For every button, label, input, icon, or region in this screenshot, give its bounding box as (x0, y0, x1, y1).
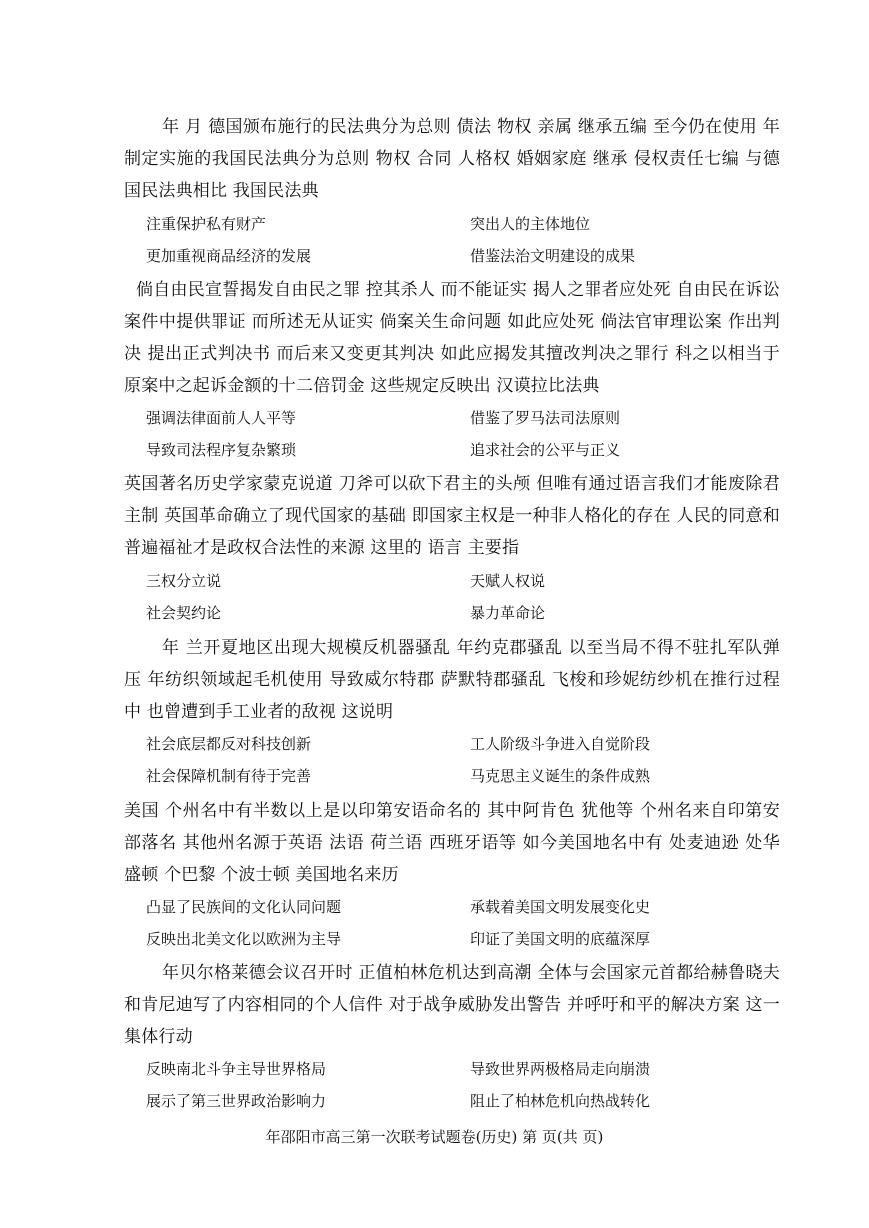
question-5-option-c: 反映出北美文化以欧洲为主导 (146, 930, 342, 948)
question-2-option-b: 借鉴了罗马法司法原则 (470, 409, 621, 427)
question-2-option-d: 追求社会的公平与正义 (470, 441, 621, 459)
question-6-option-c: 展示了第三世界政治影响力 (146, 1092, 327, 1110)
page-footer: 年邵阳市高三第一次联考试题卷(历史) 第 页(共 页) (265, 1128, 604, 1146)
question-2-stem: 倘自由民宣誓揭发自由民之罪 控其杀人 而不能证实 揭人之罪者应处死 自由民在诉讼案件中提供罪证 而所述无从证实 倘案关生命问题 如此应处死 倘法官审理讼案 作出判决 提出正式判决书 而后来又变更其判决 如此应揭发其擅改判决之罪行 科之以相当于原案中之起诉金额的十二倍罚金 这些规定反映出 汉谟拉比法典 (124, 280, 780, 396)
question-1-option-a: 注重保护私有财产 (146, 215, 267, 233)
question-6-option-a: 反映南北斗争主导世界格局 (146, 1060, 327, 1078)
question-3-option-d: 暴力革命论 (470, 604, 546, 622)
question-5-stem: 美国 个州名中有半数以上是以印第安语命名的 其中阿肯色 犹他等 个州名来自印第安部落名 其他州名源于英语 法语 荷兰语 西班牙语等 如今美国地名中有 处麦迪逊 处华盛顿 个巴黎 个波士顿 美国地名来历 (124, 801, 780, 885)
question-3-option-b: 天赋人权说 (470, 572, 546, 590)
question-4-stem: 年 兰开夏地区出现大规模反机器骚乱 年约克郡骚乱 以至当局不得不驻扎军队弹压 年纺织领域起毛机使用 导致威尔特郡 萨默特郡骚乱 飞梭和珍妮纺纱机在推行过程中 也曾遭到手工业者的敌视 这说明 (124, 638, 780, 722)
question-4-option-d: 马克思主义诞生的条件成熟 (470, 767, 651, 785)
question-6-stem: 年贝尔格莱德会议召开时 正值柏林危机达到高潮 全体与会国家元首都给赫鲁晓夫和肯尼迪写了内容相同的个人信件 对于战争威胁发出警告 并呼吁和平的解决方案 这一集体行动 (124, 963, 780, 1047)
question-2-option-c: 导致司法程序复杂繁琐 (146, 441, 297, 459)
question-3-stem: 英国著名历史学家蒙克说道 刀斧可以砍下君主的头颅 但唯有通过语言我们才能废除君主制 英国革命确立了现代国家的基础 即国家主权是一种非人格化的存在 人民的同意和普遍福祉才是政权合法性的来源 这里的 语言 主要指 (124, 474, 780, 558)
question-1-option-c: 更加重视商品经济的发展 (146, 247, 312, 265)
question-4-option-a: 社会底层都反对科技创新 (146, 735, 312, 753)
question-2-option-a: 强调法律面前人人平等 (146, 409, 297, 427)
question-3-option-a: 三权分立说 (146, 572, 222, 590)
question-4-option-b: 工人阶级斗争进入自觉阶段 (470, 735, 651, 753)
question-1-option-b: 突出人的主体地位 (470, 215, 591, 233)
question-6-option-b: 导致世界两极格局走向崩溃 (470, 1060, 651, 1078)
question-6-option-d: 阻止了柏林危机向热战转化 (470, 1092, 651, 1110)
question-1-option-d: 借鉴法治文明建设的成果 (470, 247, 636, 265)
question-4-option-c: 社会保障机制有待于完善 (146, 767, 312, 785)
question-5-option-a: 凸显了民族间的文化认同问题 (146, 898, 342, 916)
question-3-option-c: 社会契约论 (146, 604, 222, 622)
question-1-stem: 年 月 德国颁布施行的民法典分为总则 债法 物权 亲属 继承五编 至今仍在使用 年制定实施的我国民法典分为总则 物权 合同 人格权 婚姻家庭 继承 侵权责任七编 与德国民法典相比 我国民法典 (124, 117, 780, 201)
question-5-option-d: 印证了美国文明的底蕴深厚 (470, 930, 651, 948)
question-5-option-b: 承载着美国文明发展变化史 (470, 898, 651, 916)
